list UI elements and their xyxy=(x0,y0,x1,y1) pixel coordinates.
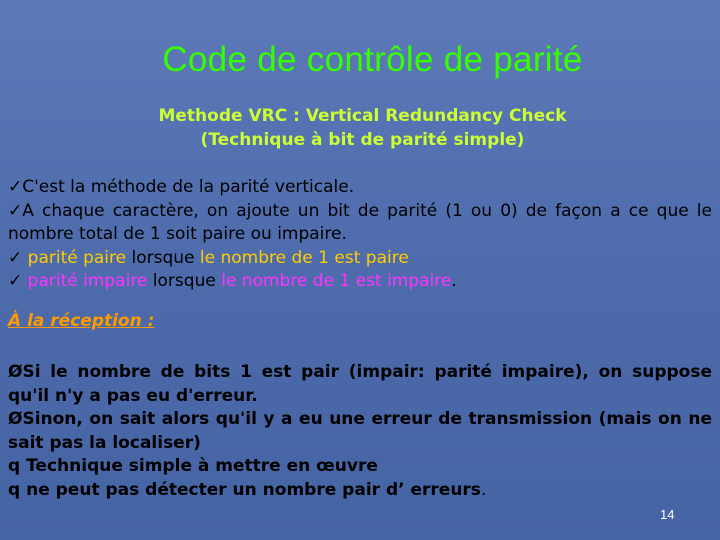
advantage-item xyxy=(8,455,712,479)
subtitle-line-1: Methode VRC : Vertical Redundancy Check xyxy=(158,106,567,126)
reception-error xyxy=(8,408,712,455)
paragraph-text: Sinon, on sait alors qu'il y a eu une erreur de transmission (mais on ne sait pas la localiser) xyxy=(8,409,712,453)
arrow-icon: Ø xyxy=(8,362,23,382)
reception-heading: À la réception : xyxy=(8,310,155,331)
period: . xyxy=(451,271,457,291)
even-parity-term: parité paire xyxy=(22,247,127,268)
arrow-icon: Ø xyxy=(8,409,23,429)
check-icon: ✓ xyxy=(8,271,23,291)
bullet-even-parity xyxy=(8,247,712,271)
bullet-parity-bit xyxy=(8,200,712,247)
check-icon: ✓ xyxy=(8,247,23,268)
square-bullet-icon: q xyxy=(8,456,21,476)
odd-parity-term: parité impaire xyxy=(22,271,148,291)
even-parity-condition: le nombre de 1 est paire xyxy=(199,247,409,268)
paragraph-text: Si le nombre de bits 1 est pair (impair: parité impaire), on suppose qu'il n'y a pas eu d'erreur. xyxy=(8,362,712,406)
odd-parity-condition: le nombre de 1 est impaire xyxy=(221,271,452,291)
slide-subtitle xyxy=(0,104,720,152)
reception-no-error xyxy=(8,361,712,408)
subtitle-line-2: (Technique à bit de parité simple) xyxy=(200,130,525,150)
odd-parity-connector: lorsque xyxy=(147,271,222,291)
bullet-vertical-parity xyxy=(8,176,712,200)
period: . xyxy=(480,479,487,500)
bullet-odd-parity xyxy=(8,270,712,294)
bullet-text: C'est la méthode de la parité verticale. xyxy=(22,177,355,197)
slide-body xyxy=(8,176,712,502)
bullet-text: A chaque caractère, on ajoute un bit de parité (1 ou 0) de façon a ce que le nombre total de 1 soit paire ou impaire. xyxy=(8,200,712,244)
check-icon: ✓ xyxy=(8,177,23,197)
page-number: 14 xyxy=(660,507,675,522)
even-parity-connector: lorsque xyxy=(126,247,200,268)
item-text: ne peut pas détecter un nombre pair d’ erreurs xyxy=(20,479,481,500)
check-icon: ✓ xyxy=(8,200,23,221)
square-bullet-icon: q xyxy=(8,479,21,500)
limitation-item xyxy=(8,479,712,503)
slide-title: Code de contrôle de parité xyxy=(162,40,583,79)
item-text: Technique simple à mettre en œuvre xyxy=(20,456,378,476)
